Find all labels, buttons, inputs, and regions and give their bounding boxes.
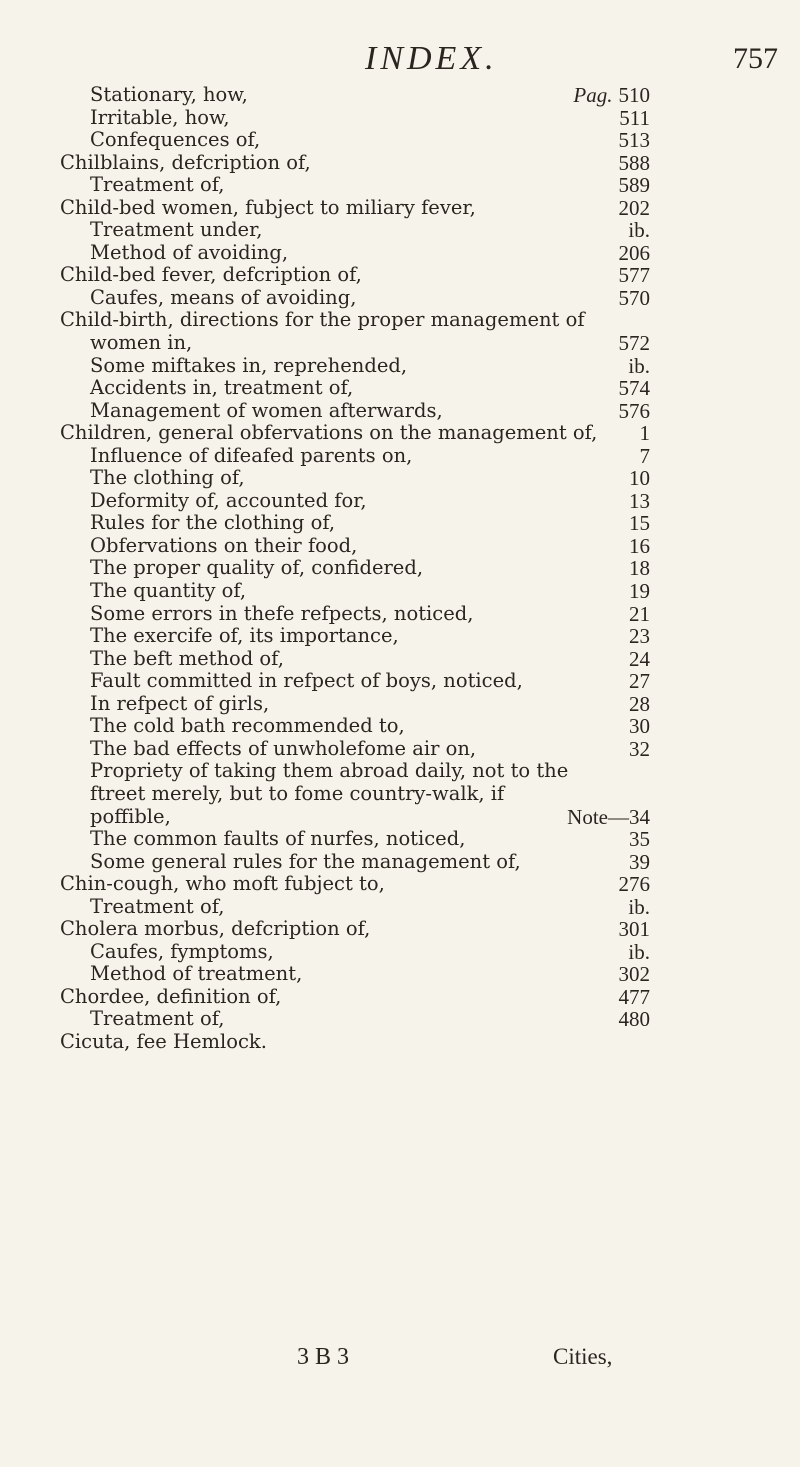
page-label: Pag.: [573, 83, 613, 107]
index-entry: [0, 715, 800, 738]
entry-text: Cholera morbus, defcription of,: [60, 917, 371, 941]
entry-page: Note—34: [567, 804, 650, 829]
entry-text: Child-bed fever, defcription of,: [60, 263, 362, 287]
index-entry: [0, 422, 800, 445]
page-header: [0, 40, 800, 80]
entry-page: 589: [618, 173, 650, 198]
entry-text: Obfervations on their food,: [90, 533, 358, 557]
index-entry: [0, 309, 800, 332]
index-entry: [0, 828, 800, 851]
entry-text: Deformity of, accounted for,: [90, 488, 367, 512]
index-entry: [0, 445, 800, 468]
catchword: Cities,: [553, 1344, 613, 1369]
entry-text: Rules for the clothing of,: [90, 511, 336, 535]
index-entry: [0, 400, 800, 423]
entry-page: 477: [618, 984, 650, 1009]
entry-text: Treatment under,: [90, 218, 263, 242]
entry-page: 21: [629, 601, 650, 626]
entry-text: Child-bed women, fubject to miliary fever,: [60, 195, 476, 219]
entry-text: Management of women afterwards,: [90, 398, 443, 422]
entry-text: The clothing of,: [90, 466, 245, 490]
index-entry: [0, 557, 800, 580]
entry-page: 27: [629, 669, 650, 694]
index-entry: [0, 806, 800, 829]
index-entry: [0, 512, 800, 535]
entry-page: 32: [629, 736, 650, 761]
entry-text: Chordee, definition of,: [60, 984, 282, 1008]
entry-page: 588: [618, 150, 650, 175]
index-entry: [0, 129, 800, 152]
index-entry: [0, 760, 800, 783]
entry-page: 15: [629, 511, 650, 536]
index-entry: [0, 332, 800, 355]
index-entry: [0, 941, 800, 964]
entry-page: 577: [618, 263, 650, 288]
entry-page: ib.: [628, 894, 650, 919]
entry-text: Method of avoiding,: [90, 240, 289, 264]
entry-page: 7: [639, 443, 650, 468]
index-entries: [0, 84, 800, 1054]
entry-page: 574: [618, 376, 650, 401]
entry-text: Fault committed in refpect of boys, noticed,: [90, 669, 523, 693]
entry-page: 301: [618, 917, 650, 942]
index-entry: [0, 896, 800, 919]
entry-page: 28: [629, 691, 650, 716]
index-entry: [0, 355, 800, 378]
entry-text: The exercife of, its importance,: [90, 624, 399, 648]
index-entry: [0, 152, 800, 175]
entry-text: Child-birth, directions for the proper management of: [60, 308, 585, 332]
index-entry: [0, 963, 800, 986]
index-entry: [0, 84, 800, 107]
index-entry: [0, 377, 800, 400]
entry-text: The cold bath recommended to,: [90, 714, 405, 738]
index-entry: [0, 219, 800, 242]
entry-text: women in,: [90, 331, 193, 355]
entry-text: The proper quality of, confidered,: [90, 556, 424, 580]
index-entry: [0, 783, 800, 806]
entry-text: Chilblains, defcription of,: [60, 150, 311, 174]
entry-page: 276: [618, 872, 650, 897]
entry-text: Method of treatment,: [90, 962, 303, 986]
entry-text: Some errors in thefe refpects, noticed,: [90, 601, 474, 625]
entry-page: 13: [629, 488, 650, 513]
entry-text: Children, general obfervations on the management of,: [60, 421, 598, 445]
entry-text: Confequences of,: [90, 128, 261, 152]
entry-text: Some general rules for the management of,: [90, 849, 521, 873]
entry-text: The beft method of,: [90, 646, 284, 670]
entry-page: ib.: [628, 939, 650, 964]
entry-text: Chin-cough, who moft fubject to,: [60, 872, 385, 896]
entry-page: 23: [629, 624, 650, 649]
entry-page: 576: [618, 398, 650, 423]
entry-page: 572: [618, 331, 650, 356]
index-entry: [0, 648, 800, 671]
entry-text: Stationary, how,: [90, 83, 248, 106]
index-entry: [0, 1031, 800, 1054]
index-entry: [0, 242, 800, 265]
entry-page: 10: [629, 466, 650, 491]
index-entry: [0, 851, 800, 874]
page-footer: [0, 1344, 800, 1384]
entry-text: The bad effects of unwholefome air on,: [90, 736, 477, 760]
entry-page: 206: [618, 240, 650, 265]
entry-page: 19: [629, 579, 650, 604]
entry-text: Propriety of taking them abroad daily, not to the: [90, 759, 569, 783]
index-entry: [0, 197, 800, 220]
index-entry: [0, 1008, 800, 1031]
index-entry: [0, 287, 800, 310]
index-entry: [0, 625, 800, 648]
first-page-ref: [573, 84, 650, 107]
entry-page: ib.: [628, 218, 650, 243]
entry-text: Treatment of,: [90, 173, 225, 197]
entry-page: 16: [629, 533, 650, 558]
index-entry: [0, 490, 800, 513]
entry-text: Influence of difeafed parents on,: [90, 443, 413, 467]
entry-text: Irritable, how,: [90, 105, 230, 129]
page-number: 757: [733, 42, 778, 75]
entry-page: 39: [629, 849, 650, 874]
entry-text: The common faults of nurfes, noticed,: [90, 827, 466, 851]
entry-page: 35: [629, 827, 650, 852]
entry-text: Caufes, fymptoms,: [90, 939, 274, 963]
entry-page: 570: [618, 285, 650, 310]
entry-page: 302: [618, 962, 650, 987]
entry-text: Cicuta, fee Hemlock.: [60, 1029, 267, 1053]
entry-page: 24: [629, 646, 650, 671]
entry-text: Treatment of,: [90, 894, 225, 918]
index-entry: [0, 467, 800, 490]
entry-page: ib.: [628, 353, 650, 378]
index-entry: [0, 738, 800, 761]
index-entry: [0, 264, 800, 287]
entry-text: Treatment of,: [90, 1007, 225, 1031]
entry-page: 510: [618, 83, 650, 107]
index-entry: [0, 580, 800, 603]
index-entry: [0, 693, 800, 716]
entry-page: 513: [618, 128, 650, 153]
entry-text: poffible,: [90, 804, 171, 828]
entry-page: 202: [618, 195, 650, 220]
signature-mark: 3 B 3: [297, 1344, 350, 1370]
entry-text: The quantity of,: [90, 579, 247, 603]
index-entry: [0, 603, 800, 626]
entry-page: 30: [629, 714, 650, 739]
entry-text: Some miftakes in, reprehended,: [90, 353, 408, 377]
entry-page: 18: [629, 556, 650, 581]
index-entry: [0, 107, 800, 130]
index-entry: [0, 873, 800, 896]
entry-text: Caufes, means of avoiding,: [90, 285, 357, 309]
entry-page: 1: [639, 421, 650, 446]
entry-page: 511: [619, 105, 650, 130]
index-entry: [0, 986, 800, 1009]
index-entry: [0, 918, 800, 941]
index-entry: [0, 174, 800, 197]
entry-page: 480: [618, 1007, 650, 1032]
entry-text: In refpect of girls,: [90, 691, 270, 715]
entry-text: Accidents in, treatment of,: [90, 376, 354, 400]
index-entry: [0, 535, 800, 558]
running-title: INDEX.: [365, 40, 498, 77]
entry-text: ftreet merely, but to fome country-walk, if: [90, 781, 505, 805]
index-entry: [0, 670, 800, 693]
